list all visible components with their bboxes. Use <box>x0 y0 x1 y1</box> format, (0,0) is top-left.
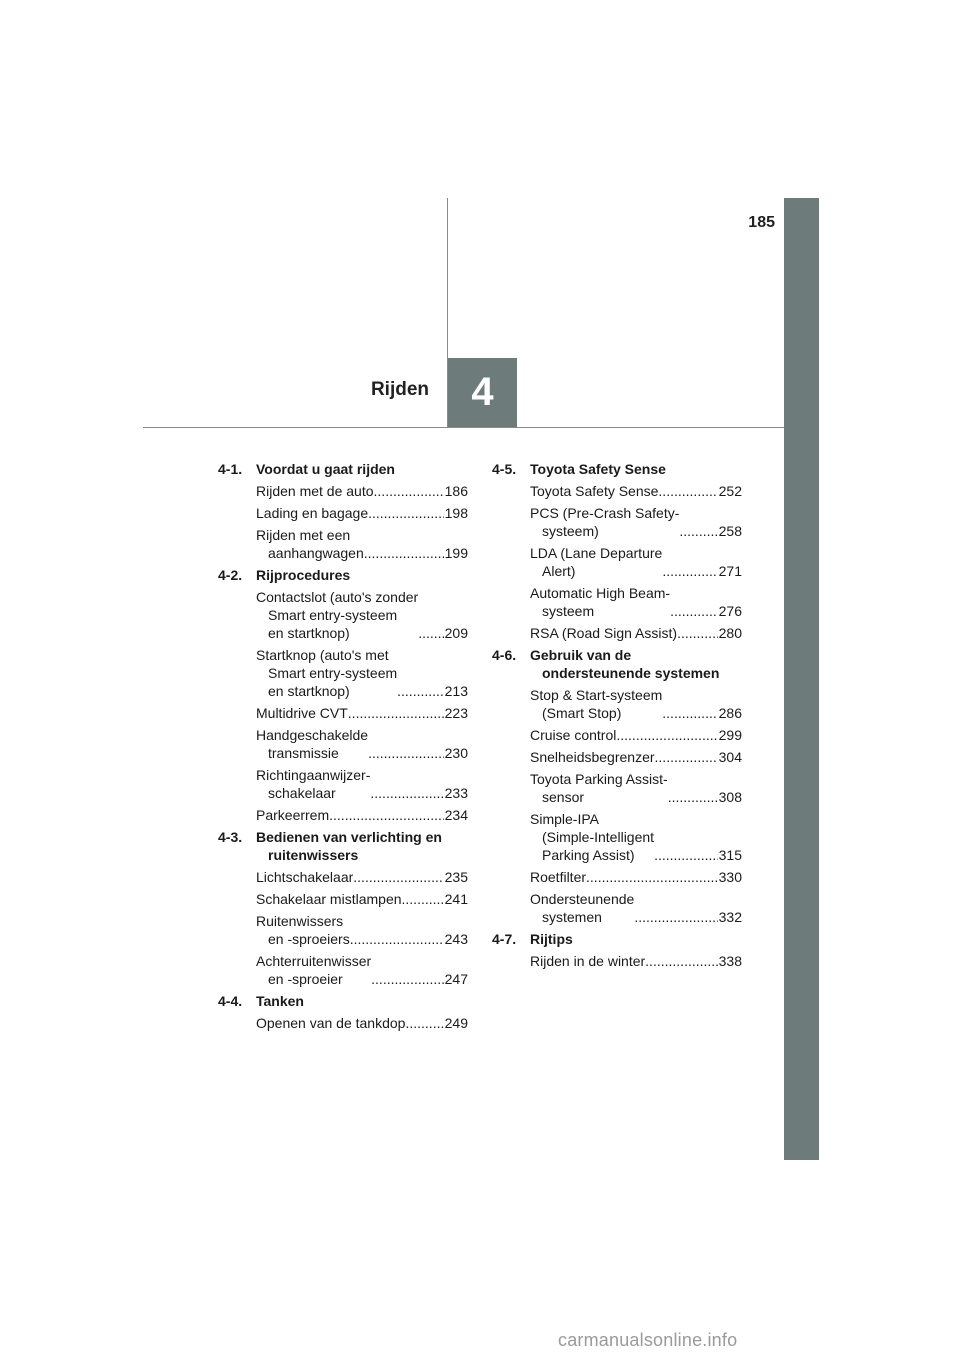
watermark: carmanualsonline.info <box>558 1330 738 1350</box>
toc-entry-title: Toyota Parking Assist- sensor <box>530 771 668 805</box>
toc-column-right <box>492 460 742 974</box>
toc-entry-page: 223 <box>444 705 468 721</box>
section-number: 4-7. <box>492 931 517 947</box>
section-title: Voordat u gaat rijden <box>256 461 395 477</box>
toc-entry-title: Toyota Safety Sense <box>530 483 659 499</box>
toc-entry-title: Startknop (auto's met Smart entry-systeem en startknop) <box>256 647 398 699</box>
toc-entry-title: Lading en bagage <box>256 505 369 521</box>
toc-entry[interactable] <box>530 952 742 970</box>
toc-entry-page: 198 <box>444 505 468 521</box>
toc-entry-title: LDA (Lane Departure Alert) <box>530 545 663 579</box>
section-heading <box>218 460 468 478</box>
dot-leader <box>368 504 444 522</box>
toc-entry[interactable] <box>530 868 742 886</box>
section-title: Tanken <box>256 993 304 1009</box>
toc-entry-title: Ondersteunende systemen <box>530 891 635 925</box>
toc-entry-page: 209 <box>444 625 468 641</box>
toc-section <box>492 646 742 926</box>
toc-column-left <box>218 460 468 1036</box>
toc-entry[interactable] <box>256 646 468 700</box>
section-heading <box>492 930 742 948</box>
toc-entry[interactable] <box>256 806 468 824</box>
toc-entry[interactable] <box>256 504 468 522</box>
toc-entry[interactable] <box>530 810 742 864</box>
dot-leader <box>586 868 718 886</box>
section-number: 4-4. <box>218 993 243 1009</box>
toc-entry-title: Lichtschakelaar <box>256 869 354 885</box>
toc-entry-title: Snelheidsbegrenzer <box>530 749 655 765</box>
toc-entry[interactable] <box>256 726 468 762</box>
toc-entry-page: 213 <box>444 683 468 699</box>
section-title: Rijprocedures <box>256 567 351 583</box>
dot-leader <box>616 726 717 744</box>
section-heading <box>218 992 468 1010</box>
dot-leader <box>658 482 717 500</box>
toc-entry[interactable] <box>256 482 468 500</box>
toc-entry-page: 258 <box>718 523 742 539</box>
toc-section <box>492 930 742 970</box>
dot-leader <box>374 482 444 500</box>
toc-entry-page: 280 <box>718 625 742 641</box>
toc-entry-page: 247 <box>444 971 468 987</box>
dot-leader <box>662 562 717 580</box>
toc-entry-page: 249 <box>444 1015 468 1031</box>
section-heading <box>218 828 468 864</box>
toc-entry[interactable] <box>256 766 468 802</box>
toc-entry[interactable] <box>530 482 742 500</box>
toc-entry-page: 332 <box>718 909 742 925</box>
toc-entry[interactable] <box>530 686 742 722</box>
toc-entry[interactable] <box>256 868 468 886</box>
toc-entry-title: Openen van de tankdop <box>256 1015 406 1031</box>
toc-section <box>218 992 468 1032</box>
horizontal-rule <box>143 427 784 428</box>
toc-entry[interactable] <box>256 952 468 988</box>
toc-entry-title: Rijden met een aanhangwagen <box>256 527 364 561</box>
toc-entry-title: PCS (Pre-Crash Safety- systeem) <box>530 505 680 539</box>
toc-entry-page: 186 <box>444 483 468 499</box>
dot-leader <box>654 846 718 864</box>
chapter-title: Rijden <box>370 379 429 400</box>
toc-entry[interactable] <box>256 1014 468 1032</box>
dot-leader <box>350 930 444 948</box>
toc-section <box>492 460 742 642</box>
toc-entry-title: Achterruitenwisser en -sproeier <box>256 953 372 987</box>
toc-entry-title: Contactslot (auto's zonder Smart entry-systeem en startknop) <box>256 589 419 641</box>
section-title: Bedienen van verlichting en ruitenwissers <box>256 829 442 863</box>
toc-entry[interactable] <box>256 588 468 642</box>
toc-entry-title: Cruise control <box>530 727 617 743</box>
dot-leader <box>662 704 717 722</box>
toc-entry-title: Rijden in de winter <box>530 953 646 969</box>
section-number: 4-3. <box>218 829 243 845</box>
section-heading <box>218 566 468 584</box>
toc-entry-page: 338 <box>718 953 742 969</box>
section-title: Rijtips <box>530 931 573 947</box>
toc-entry-page: 299 <box>718 727 742 743</box>
dot-leader <box>397 682 444 700</box>
dot-leader <box>329 806 444 824</box>
toc-entry-title: Multidrive CVT <box>256 705 348 721</box>
dot-leader <box>668 788 718 806</box>
dot-leader <box>418 624 443 642</box>
dot-leader <box>645 952 717 970</box>
toc-entry-page: 199 <box>444 545 468 561</box>
section-heading <box>492 646 742 682</box>
toc-entry-title: Automatic High Beam- systeem <box>530 585 671 619</box>
toc-entry[interactable] <box>530 624 742 642</box>
toc-entry-page: 230 <box>444 745 468 761</box>
toc-entry-page: 234 <box>444 807 468 823</box>
toc-entry-page: 276 <box>718 603 742 619</box>
toc-entry-page: 233 <box>444 785 468 801</box>
toc-entry[interactable] <box>530 726 742 744</box>
toc-entry-page: 252 <box>718 483 742 499</box>
toc-entry-title: Schakelaar mistlampen <box>256 891 402 907</box>
toc-entry-page: 308 <box>718 789 742 805</box>
toc-entry-page: 235 <box>444 869 468 885</box>
section-number: 4-6. <box>492 647 517 663</box>
toc-entry-title: Ruitenwissers en -sproeiers <box>256 913 350 947</box>
toc-entry[interactable] <box>530 748 742 766</box>
page-number: 185 <box>748 214 775 231</box>
toc-entry[interactable] <box>530 770 742 806</box>
toc-entry[interactable] <box>256 704 468 722</box>
toc-entry-page: 315 <box>718 847 742 863</box>
toc-entry-page: 241 <box>444 891 468 907</box>
toc-entry-title: Handgeschakelde transmissie <box>256 727 369 761</box>
toc-entry-title: Roetfilter <box>530 869 587 885</box>
dot-leader <box>348 704 444 722</box>
toc-entry-title: Parkeerrem <box>256 807 330 823</box>
toc-entry-title: Simple-IPA (Simple-Intelligent Parking Assist) <box>530 811 655 863</box>
toc-entry[interactable] <box>256 890 468 908</box>
toc-entry-title: RSA (Road Sign Assist) <box>530 625 678 641</box>
toc-entry-page: 304 <box>718 749 742 765</box>
dot-leader <box>364 544 444 562</box>
section-number: 4-2. <box>218 567 243 583</box>
section-heading <box>492 460 742 478</box>
toc-entry[interactable] <box>256 526 468 562</box>
toc-entry[interactable] <box>530 504 742 540</box>
toc-entry-page: 286 <box>718 705 742 721</box>
dot-leader <box>405 1014 443 1032</box>
toc-section <box>218 566 468 824</box>
toc-section <box>218 828 468 988</box>
dot-leader <box>677 624 718 642</box>
toc-entry-title: Richtingaanwijzer- schakelaar <box>256 767 371 801</box>
toc-entry[interactable] <box>530 890 742 926</box>
toc-entry[interactable] <box>256 912 468 948</box>
dot-leader <box>634 908 717 926</box>
section-number: 4-1. <box>218 461 243 477</box>
toc-entry-title: Stop & Start-systeem (Smart Stop) <box>530 687 663 721</box>
section-number: 4-5. <box>492 461 517 477</box>
toc-entry-page: 243 <box>444 931 468 947</box>
dot-leader <box>679 522 717 540</box>
toc-entry-title: Rijden met de auto <box>256 483 374 499</box>
section-title: Toyota Safety Sense <box>530 461 666 477</box>
chapter-number-box: 4 <box>448 358 517 427</box>
dot-leader <box>368 744 444 762</box>
toc-entry-page: 271 <box>718 563 742 579</box>
dot-leader <box>371 970 443 988</box>
toc-entry-page: 330 <box>718 869 742 885</box>
dot-leader <box>353 868 443 886</box>
toc-entry[interactable] <box>530 544 742 580</box>
dot-leader <box>655 748 718 766</box>
chapter-side-tab <box>784 198 819 1160</box>
toc-entry[interactable] <box>530 584 742 620</box>
dot-leader <box>370 784 443 802</box>
toc-section <box>218 460 468 562</box>
dot-leader <box>670 602 718 620</box>
dot-leader <box>402 890 444 908</box>
section-title: Gebruik van de ondersteunende systemen <box>530 647 720 681</box>
